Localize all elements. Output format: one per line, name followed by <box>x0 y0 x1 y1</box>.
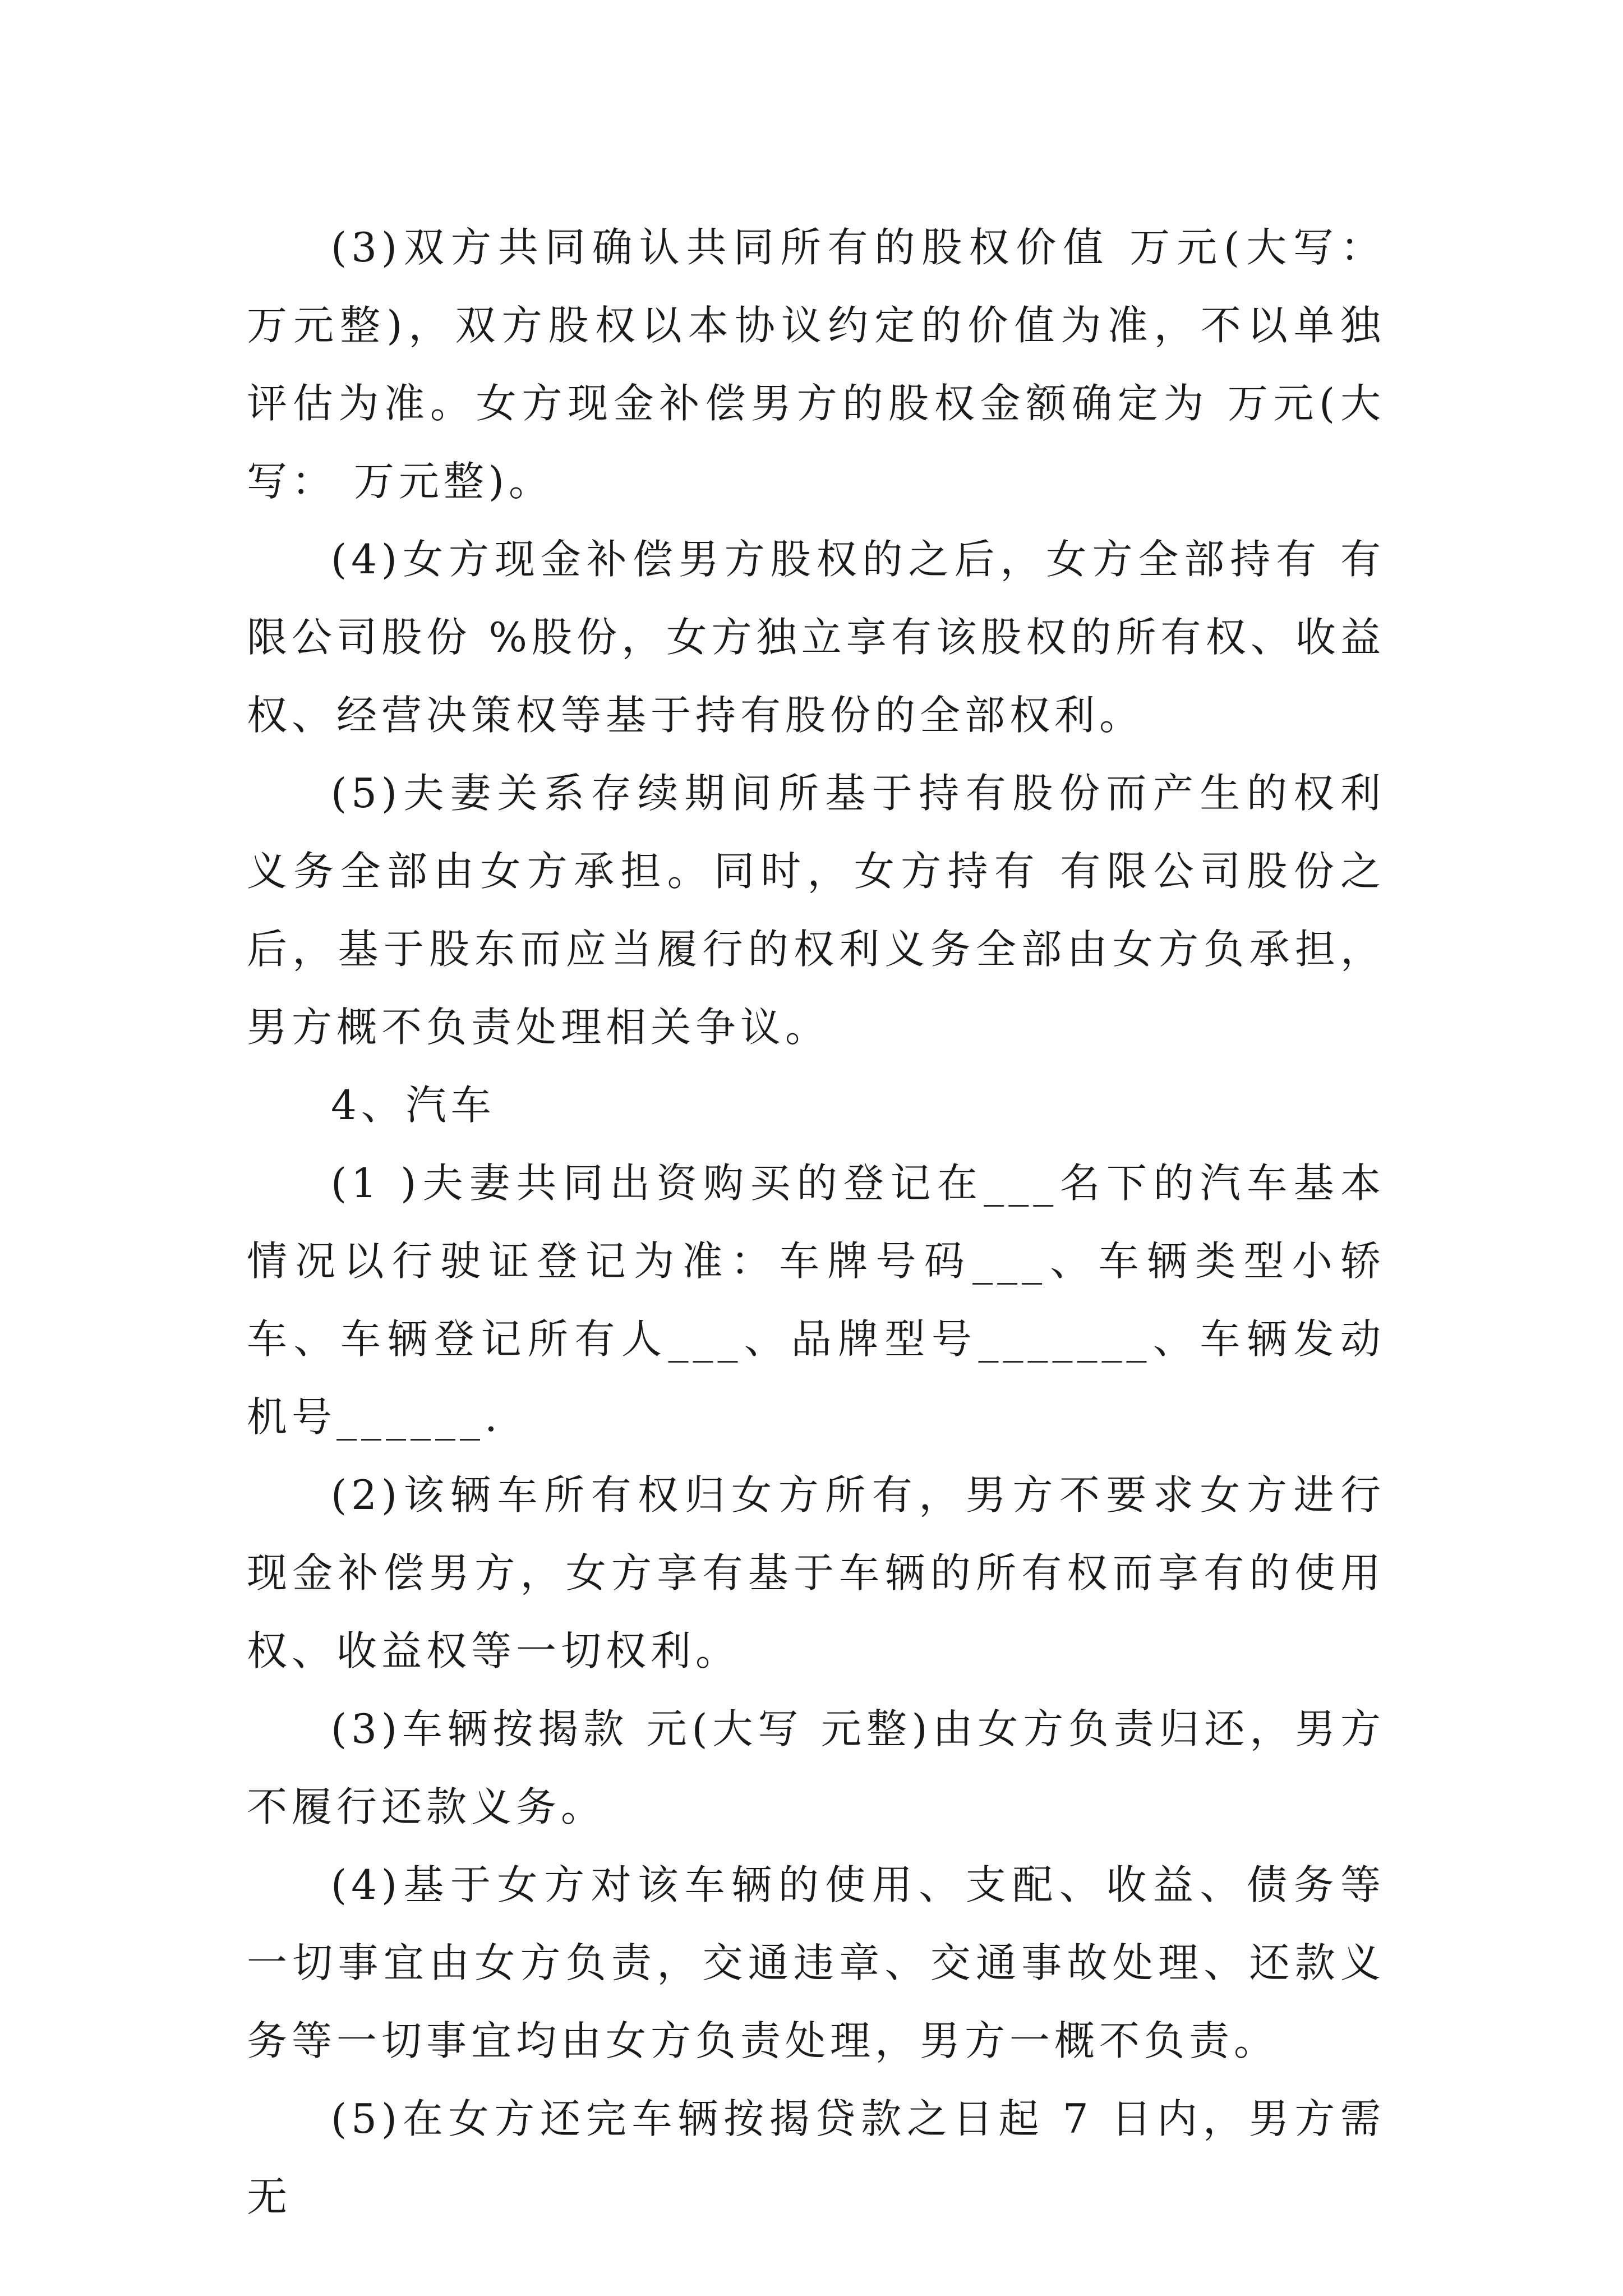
paragraph-equity-value: (3)双方共同确认共同所有的股权价值 万元(大写： 万元整)，双方股权以本协议约定的价值为准，不以单独评估为准。女方现金补偿男方的股权金额确定为 万元(大写： 万元整)。 <box>247 224 1385 505</box>
paragraph-car-loan-repaid: (5)在女方还完车辆按揭贷款之日起 7 日内，男方需无 <box>247 2095 1385 2220</box>
paragraph-car-ownership: (2)该辆车所有权归女方所有，男方不要求女方进行现金补偿男方，女方享有基于车辆的所有权而享有的使用权、收益权等一切权利。 <box>247 1471 1385 1674</box>
paragraph-equity-obligations: (5)夫妻关系存续期间所基于持有股份而产生的权利义务全部由女方承担。同时，女方持有 有限公司股份之后，基于股东而应当履行的权利义务全部由女方负承担，男方概不负责处理相关争议。 <box>247 770 1385 1051</box>
section-heading-car: 4、汽车 <box>331 1082 496 1129</box>
document-body <box>247 209 1385 2236</box>
paragraph-car-info: (1 )夫妻共同出资购买的登记在___名下的汽车基本情况以行驶证登记为准：车牌号码___、车辆类型小轿车、车辆登记所有人___、品牌型号_______、车辆发动机号______. <box>247 1159 1385 1441</box>
paragraph-equity-holding: (4)女方现金补偿男方股权的之后，女方全部持有 有限公司股份 %股份，女方独立享有该股权的所有权、收益权、经营决策权等基于持有股份的全部权利。 <box>247 536 1385 739</box>
paragraph-car-mortgage: (3)车辆按揭款 元(大写 元整)由女方负责归还，男方不履行还款义务。 <box>247 1705 1385 1830</box>
paragraph-car-responsibility: (4)基于女方对该车辆的使用、支配、收益、债务等一切事宜由女方负责，交通违章、交通事故处理、还款义务等一切事宜均由女方负责处理，男方一概不负责。 <box>247 1861 1385 2064</box>
